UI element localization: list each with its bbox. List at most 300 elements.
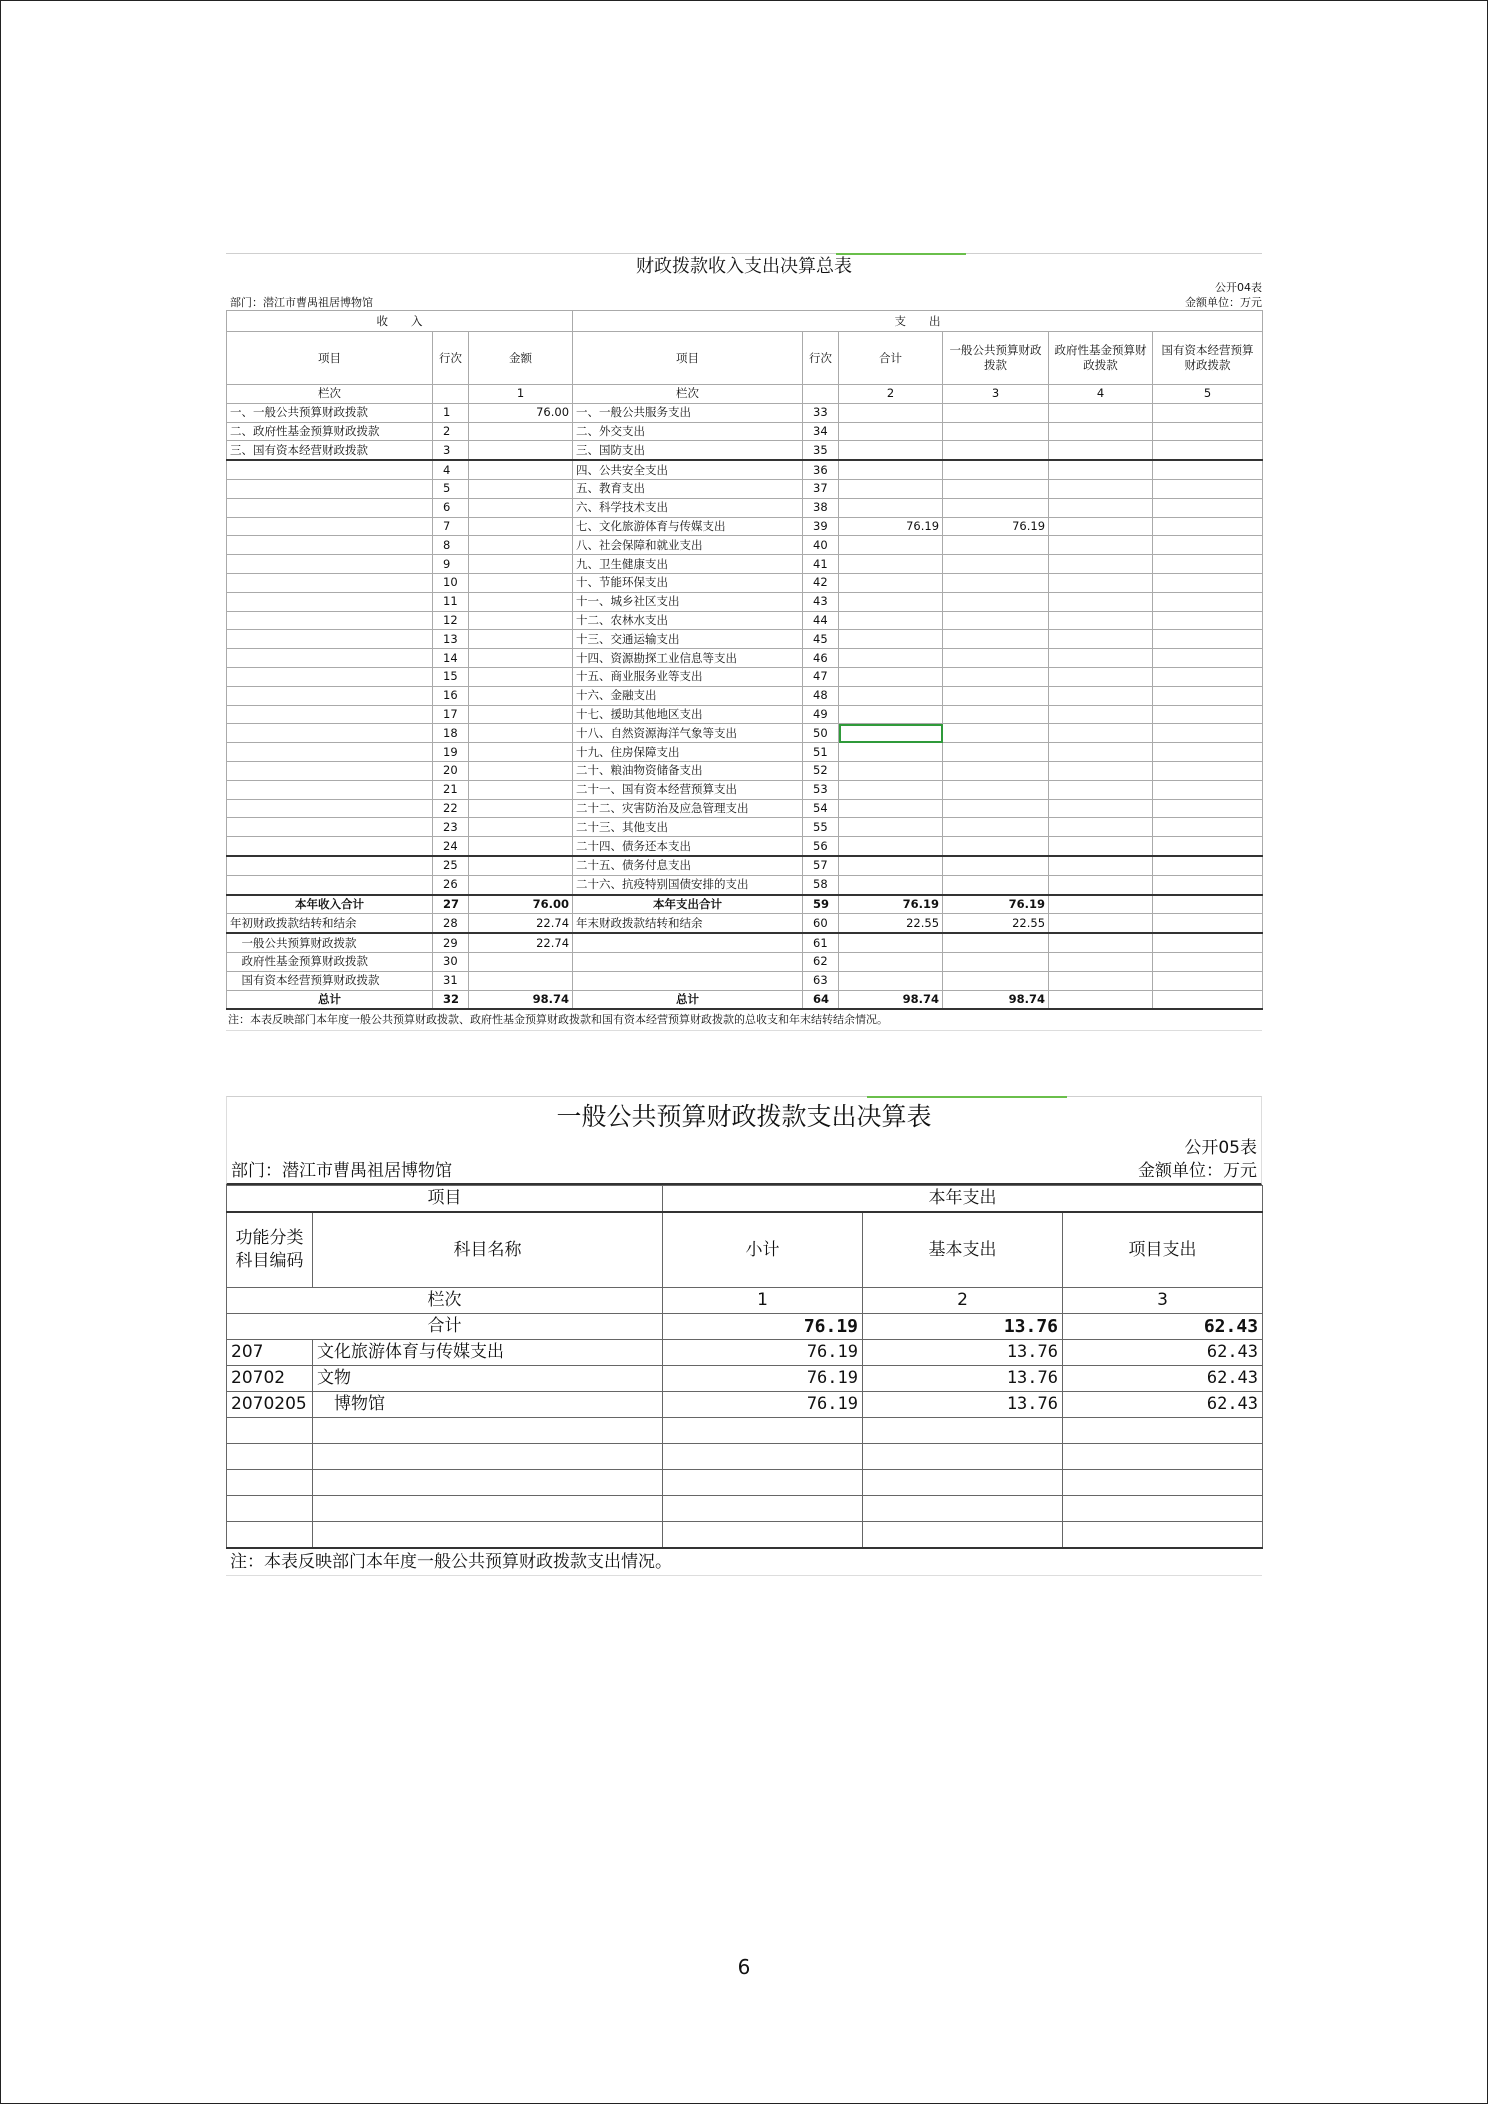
expense-item-cell: 十、节能环保支出: [573, 573, 803, 592]
income-line-cell: 3: [433, 441, 469, 460]
income-line-cell: 29: [433, 933, 469, 952]
expense-line-cell: 33: [803, 403, 839, 422]
gov-fund-cell: [1049, 592, 1153, 611]
table2-column-numbers: [227, 1288, 1263, 1314]
table1-row: [227, 573, 1263, 592]
expense-line-cell: 41: [803, 555, 839, 574]
state-capital-cell: [1153, 914, 1263, 933]
table2-name-cell: [313, 1470, 663, 1496]
col-state-capital: 国有资本经营预算财政拨款: [1153, 332, 1263, 385]
general-budget-cell: [943, 498, 1049, 517]
table2-name-cell: 文物: [313, 1366, 663, 1392]
table1-note: 注：本表反映部门本年度一般公共预算财政拨款、政府性基金预算财政拨款和国有资本经营预算财政拨款的总收支和年末结转结余情况。: [226, 1010, 1262, 1031]
table1-row: [227, 724, 1263, 743]
income-amount-cell: [469, 441, 573, 460]
income-item-cell: [227, 649, 433, 668]
table1-row: [227, 592, 1263, 611]
general-budget-cell: [943, 630, 1049, 649]
expense-line-cell: 64: [803, 990, 839, 1009]
gov-fund-cell: [1049, 799, 1153, 818]
table2-code-cell: [227, 1444, 313, 1470]
income-amount-cell: [469, 971, 573, 990]
expense-item-cell: 年末财政拨款结转和结余: [573, 914, 803, 933]
general-budget-cell: [943, 403, 1049, 422]
income-amount-cell: [469, 573, 573, 592]
colno-label: 栏次: [227, 1288, 663, 1314]
cell-selection-mark: [867, 1096, 1067, 1098]
general-budget-cell: [943, 724, 1049, 743]
general-budget-cell: 76.19: [943, 895, 1049, 914]
table2-proj-cell: 62.43: [1063, 1392, 1263, 1418]
table2-proj-cell: 62.43: [1063, 1340, 1263, 1366]
general-budget-cell: [943, 933, 1049, 952]
expense-total-cell: [839, 952, 943, 971]
income-line-cell: 1: [433, 403, 469, 422]
gov-fund-cell: [1049, 441, 1153, 460]
income-line-cell: 31: [433, 971, 469, 990]
table1-row: [227, 799, 1263, 818]
table1-row: [227, 441, 1263, 460]
colno-empty: [803, 385, 839, 404]
state-capital-cell: [1153, 479, 1263, 498]
table1-row: [227, 630, 1263, 649]
table1-row: [227, 403, 1263, 422]
income-item-cell: 国有资本经营预算财政拨款: [227, 971, 433, 990]
state-capital-cell: [1153, 856, 1263, 875]
income-amount-cell: [469, 686, 573, 705]
expense-item-cell: 二十三、其他支出: [573, 818, 803, 837]
state-capital-cell: [1153, 933, 1263, 952]
state-capital-cell: [1153, 403, 1263, 422]
gov-fund-cell: [1049, 914, 1153, 933]
income-line-cell: 9: [433, 555, 469, 574]
expense-item-cell: 五、教育支出: [573, 479, 803, 498]
expense-total-cell: [839, 422, 943, 441]
table2-title: [226, 1096, 1262, 1137]
gov-fund-cell: [1049, 895, 1153, 914]
colno-4: 4: [1049, 385, 1153, 404]
table2-proj-cell: [1063, 1444, 1263, 1470]
income-amount-cell: [469, 780, 573, 799]
total-subtotal: 76.19: [663, 1314, 863, 1340]
expense-total-cell: [839, 667, 943, 686]
expense-line-cell: 58: [803, 875, 839, 894]
income-amount-cell: [469, 875, 573, 894]
gov-fund-cell: [1049, 875, 1153, 894]
income-item-cell: [227, 460, 433, 479]
colno-1: 1: [469, 385, 573, 404]
expense-line-cell: 48: [803, 686, 839, 705]
income-item-cell: [227, 667, 433, 686]
table2-grid: [226, 1185, 1263, 1549]
expense-item-cell: [573, 933, 803, 952]
expense-item-cell: [573, 952, 803, 971]
expense-item-cell: 十八、自然资源海洋气象等支出: [573, 724, 803, 743]
expense-total-cell: [839, 761, 943, 780]
state-capital-cell: [1153, 460, 1263, 479]
table2-name-cell: 文化旅游体育与传媒支出: [313, 1340, 663, 1366]
total-project: 62.43: [1063, 1314, 1263, 1340]
table2-proj-cell: [1063, 1496, 1263, 1522]
table2-subheader: [226, 1159, 1262, 1185]
income-line-cell: 17: [433, 705, 469, 724]
general-budget-cell: [943, 686, 1049, 705]
expense-total-cell: [839, 875, 943, 894]
table1-body: [227, 403, 1263, 1009]
expense-item-cell: 十四、资源勘探工业信息等支出: [573, 649, 803, 668]
table2-sub-cell: 76.19: [663, 1366, 863, 1392]
expense-line-cell: 50: [803, 724, 839, 743]
income-line-cell: 19: [433, 743, 469, 762]
income-item-cell: [227, 498, 433, 517]
gov-fund-cell: [1049, 743, 1153, 762]
table1-row: [227, 611, 1263, 630]
expense-line-cell: 53: [803, 780, 839, 799]
income-amount-cell: [469, 743, 573, 762]
expense-line-cell: 34: [803, 422, 839, 441]
expense-total-cell: [839, 818, 943, 837]
income-item-cell: [227, 611, 433, 630]
table2-name-cell: [313, 1522, 663, 1549]
general-budget-cell: [943, 761, 1049, 780]
total-basic: 13.76: [863, 1314, 1063, 1340]
expense-item-cell: 十六、金融支出: [573, 686, 803, 705]
expense-total-cell: [839, 649, 943, 668]
expense-total-cell: [839, 799, 943, 818]
expense-item-cell: 十二、农林水支出: [573, 611, 803, 630]
gov-fund-cell: [1049, 517, 1153, 536]
col-expense-item: 项目: [573, 332, 803, 385]
gov-fund-cell: [1049, 403, 1153, 422]
income-amount-cell: [469, 799, 573, 818]
expense-total-cell: [839, 686, 943, 705]
expense-item-cell: 本年支出合计: [573, 895, 803, 914]
general-budget-cell: [943, 971, 1049, 990]
table1-row: [227, 952, 1263, 971]
income-item-cell: [227, 686, 433, 705]
state-capital-cell: [1153, 686, 1263, 705]
state-capital-cell: [1153, 895, 1263, 914]
gov-fund-cell: [1049, 498, 1153, 517]
expense-item-cell: 二十、粮油物资储备支出: [573, 761, 803, 780]
table1-title: [226, 253, 1262, 280]
income-line-cell: 13: [433, 630, 469, 649]
table2-row: [227, 1470, 1263, 1496]
income-item-cell: [227, 630, 433, 649]
expense-line-cell: 52: [803, 761, 839, 780]
income-line-cell: 6: [433, 498, 469, 517]
expense-total-cell: [839, 933, 943, 952]
expense-line-cell: 49: [803, 705, 839, 724]
table1-form-code: 公开04表: [1215, 281, 1262, 294]
expense-line-cell: 46: [803, 649, 839, 668]
income-amount-cell: [469, 498, 573, 517]
table2-proj-cell: [1063, 1418, 1263, 1444]
table2-name-cell: 博物馆: [313, 1392, 663, 1418]
table1-meta: [1185, 280, 1262, 310]
gov-fund-cell: [1049, 573, 1153, 592]
gov-fund-cell: [1049, 686, 1153, 705]
state-capital-cell: [1153, 818, 1263, 837]
table2-row: [227, 1418, 1263, 1444]
income-item-cell: [227, 856, 433, 875]
state-capital-cell: [1153, 536, 1263, 555]
income-item-cell: [227, 573, 433, 592]
expense-total-cell: 76.19: [839, 895, 943, 914]
expense-line-cell: 63: [803, 971, 839, 990]
table1-row: [227, 837, 1263, 856]
income-amount-cell: [469, 460, 573, 479]
expense-line-cell: 36: [803, 460, 839, 479]
income-item-cell: 年初财政拨款结转和结余: [227, 914, 433, 933]
table2-basic-cell: [863, 1444, 1063, 1470]
expense-item-cell: 九、卫生健康支出: [573, 555, 803, 574]
expense-item-cell: 十三、交通运输支出: [573, 630, 803, 649]
expense-total-cell: [839, 441, 943, 460]
income-line-cell: 18: [433, 724, 469, 743]
table2-row: [227, 1392, 1263, 1418]
income-line-cell: 21: [433, 780, 469, 799]
general-budget-cell: [943, 573, 1049, 592]
fiscal-summary-table-section: [226, 253, 1262, 1031]
table1-row: [227, 517, 1263, 536]
income-amount-cell: [469, 611, 573, 630]
gov-fund-cell: [1049, 971, 1153, 990]
gov-fund-cell: [1049, 536, 1153, 555]
table2-row: [227, 1340, 1263, 1366]
table2-proj-cell: 62.43: [1063, 1366, 1263, 1392]
income-line-cell: 2: [433, 422, 469, 441]
expense-item-cell: 二十六、抗疫特别国债安排的支出: [573, 875, 803, 894]
general-budget-cell: [943, 422, 1049, 441]
table2-sub-cell: 76.19: [663, 1392, 863, 1418]
expense-line-cell: 45: [803, 630, 839, 649]
income-line-cell: 10: [433, 573, 469, 592]
general-budget-cell: [943, 799, 1049, 818]
expense-total-cell: [839, 573, 943, 592]
col-year-expense-group: 本年支出: [663, 1186, 1263, 1213]
income-item-cell: [227, 479, 433, 498]
income-line-cell: 11: [433, 592, 469, 611]
expense-total-cell: 98.74: [839, 990, 943, 1009]
income-amount-cell: 98.74: [469, 990, 573, 1009]
expense-total-cell: 76.19: [839, 517, 943, 536]
income-line-cell: 8: [433, 536, 469, 555]
income-item-cell: [227, 705, 433, 724]
general-budget-cell: 22.55: [943, 914, 1049, 933]
state-capital-cell: [1153, 724, 1263, 743]
general-budget-cell: 98.74: [943, 990, 1049, 1009]
income-amount-cell: [469, 667, 573, 686]
state-capital-cell: [1153, 649, 1263, 668]
table2-basic-cell: [863, 1470, 1063, 1496]
income-amount-cell: [469, 479, 573, 498]
gov-fund-cell: [1049, 724, 1153, 743]
income-line-cell: 16: [433, 686, 469, 705]
income-line-cell: 24: [433, 837, 469, 856]
expense-line-cell: 60: [803, 914, 839, 933]
income-amount-cell: [469, 555, 573, 574]
expense-line-cell: 56: [803, 837, 839, 856]
table1-row: [227, 818, 1263, 837]
table2-code-cell: [227, 1522, 313, 1549]
expense-item-cell: 二、外交支出: [573, 422, 803, 441]
table1-row: [227, 705, 1263, 724]
income-item-cell: [227, 517, 433, 536]
colno-2: 2: [839, 385, 943, 404]
table1-column-header: [227, 332, 1263, 385]
table2-row: [227, 1496, 1263, 1522]
income-line-cell: 12: [433, 611, 469, 630]
table2-sub-cell: 76.19: [663, 1340, 863, 1366]
general-budget-cell: [943, 460, 1049, 479]
col-general-budget: 一般公共预算财政拨款: [943, 332, 1049, 385]
state-capital-cell: [1153, 990, 1263, 1009]
expense-line-cell: 40: [803, 536, 839, 555]
income-header: 收 入: [227, 311, 573, 332]
general-budget-cell: [943, 479, 1049, 498]
table2-basic-cell: 13.76: [863, 1340, 1063, 1366]
state-capital-cell: [1153, 837, 1263, 856]
gov-fund-cell: [1049, 990, 1153, 1009]
state-capital-cell: [1153, 498, 1263, 517]
table2-basic-cell: [863, 1418, 1063, 1444]
table1-row: [227, 536, 1263, 555]
income-item-cell: [227, 592, 433, 611]
table1-row: [227, 895, 1263, 914]
expense-line-cell: 47: [803, 667, 839, 686]
table2-sub-cell: [663, 1522, 863, 1549]
table1-row: [227, 914, 1263, 933]
income-item-cell: [227, 837, 433, 856]
income-item-cell: 三、国有资本经营财政拨款: [227, 441, 433, 460]
table1-row: [227, 686, 1263, 705]
state-capital-cell: [1153, 630, 1263, 649]
table2-body: [227, 1340, 1263, 1549]
state-capital-cell: [1153, 780, 1263, 799]
expense-header: 支 出: [573, 311, 1263, 332]
table2-code-cell: [227, 1418, 313, 1444]
table2-basic-cell: [863, 1522, 1063, 1549]
income-amount-cell: [469, 952, 573, 971]
colno-1: 1: [663, 1288, 863, 1314]
col-project-expense: 项目支出: [1063, 1212, 1263, 1288]
general-budget-cell: [943, 441, 1049, 460]
expense-item-cell: 六、科学技术支出: [573, 498, 803, 517]
expense-total-cell: [839, 743, 943, 762]
income-line-cell: 7: [433, 517, 469, 536]
income-line-cell: 5: [433, 479, 469, 498]
general-budget-cell: [943, 592, 1049, 611]
expense-total-cell: [839, 971, 943, 990]
expense-line-cell: 62: [803, 952, 839, 971]
col-income-item: 项目: [227, 332, 433, 385]
gov-fund-cell: [1049, 856, 1153, 875]
general-budget-cell: [943, 705, 1049, 724]
table2-row: [227, 1444, 1263, 1470]
state-capital-cell: [1153, 441, 1263, 460]
table1-row: [227, 743, 1263, 762]
income-amount-cell: 76.00: [469, 403, 573, 422]
expense-item-cell: [573, 971, 803, 990]
income-item-cell: [227, 799, 433, 818]
income-line-cell: 20: [433, 761, 469, 780]
table2-basic-cell: 13.76: [863, 1392, 1063, 1418]
table1-department: 部门：潜江市曹禺祖居博物馆: [230, 296, 373, 309]
colno-3: 3: [943, 385, 1049, 404]
table2-name-cell: [313, 1418, 663, 1444]
expense-line-cell: 39: [803, 517, 839, 536]
table1-row: [227, 555, 1263, 574]
income-line-cell: 26: [433, 875, 469, 894]
income-line-cell: 27: [433, 895, 469, 914]
expense-item-cell: 总计: [573, 990, 803, 1009]
income-line-cell: 23: [433, 818, 469, 837]
table2-unit: 金额单位：万元: [1138, 1161, 1257, 1181]
expense-line-cell: 54: [803, 799, 839, 818]
table2-group-header: [227, 1186, 1263, 1213]
income-item-cell: 本年收入合计: [227, 895, 433, 914]
gov-fund-cell: [1049, 649, 1153, 668]
table2-code-cell: [227, 1470, 313, 1496]
expense-line-cell: 55: [803, 818, 839, 837]
income-line-cell: 30: [433, 952, 469, 971]
general-budget-cell: [943, 818, 1049, 837]
expense-line-cell: 44: [803, 611, 839, 630]
expense-line-cell: 42: [803, 573, 839, 592]
gov-fund-cell: [1049, 952, 1153, 971]
table1-row: [227, 875, 1263, 894]
general-budget-cell: [943, 649, 1049, 668]
expense-total-cell: [839, 630, 943, 649]
table2-sub-cell: [663, 1418, 863, 1444]
table2-sub-cell: [663, 1496, 863, 1522]
expense-item-cell: 二十五、债务付息支出: [573, 856, 803, 875]
table1-row: [227, 971, 1263, 990]
table2-basic-cell: 13.76: [863, 1366, 1063, 1392]
col-income-amount: 金额: [469, 332, 573, 385]
income-item-cell: [227, 818, 433, 837]
expense-total-cell: [839, 856, 943, 875]
expense-total-cell: [839, 536, 943, 555]
expense-item-cell: 十七、援助其他地区支出: [573, 705, 803, 724]
table1-unit: 金额单位：万元: [1185, 296, 1262, 309]
state-capital-cell: [1153, 517, 1263, 536]
general-budget-cell: [943, 743, 1049, 762]
income-amount-cell: 22.74: [469, 914, 573, 933]
income-amount-cell: [469, 856, 573, 875]
expense-item-cell: 二十二、灾害防治及应急管理支出: [573, 799, 803, 818]
general-budget-expense-section: [226, 1096, 1262, 1576]
expense-total-cell: [839, 705, 943, 724]
expense-item-cell: 七、文化旅游体育与传媒支出: [573, 517, 803, 536]
col-basic-expense: 基本支出: [863, 1212, 1063, 1288]
table1-title-text: 财政拨款收入支出决算总表: [636, 256, 852, 277]
income-item-cell: 二、政府性基金预算财政拨款: [227, 422, 433, 441]
income-amount-cell: [469, 724, 573, 743]
table1-row: [227, 479, 1263, 498]
general-budget-cell: [943, 837, 1049, 856]
expense-total-cell: [839, 611, 943, 630]
table1-row: [227, 460, 1263, 479]
table1-column-numbers: [227, 385, 1263, 404]
table2-form-code: 公开05表: [226, 1137, 1262, 1159]
gov-fund-cell: [1049, 837, 1153, 856]
income-item-cell: 一、一般公共预算财政拨款: [227, 403, 433, 422]
colno-label-expense: 栏次: [573, 385, 803, 404]
income-item-cell: 政府性基金预算财政拨款: [227, 952, 433, 971]
table1-row: [227, 498, 1263, 517]
